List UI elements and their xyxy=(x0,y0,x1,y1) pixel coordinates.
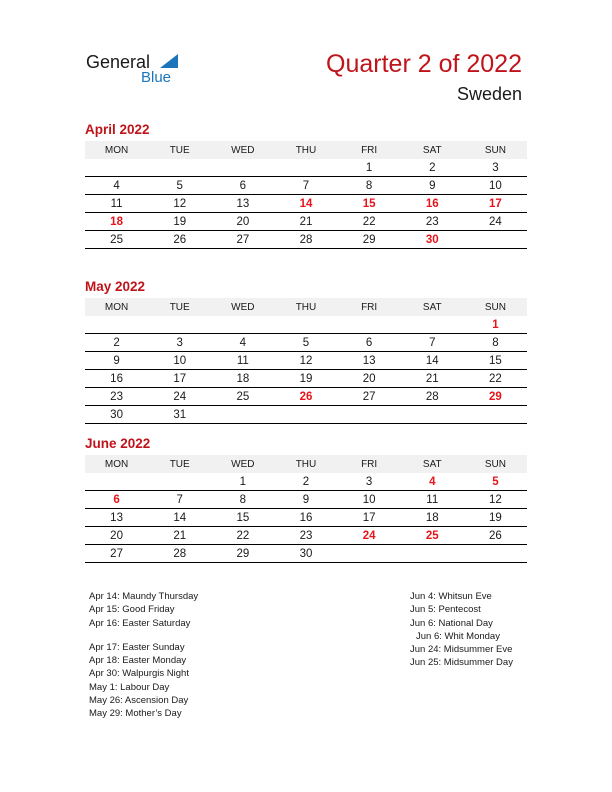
day-cell: 9 xyxy=(85,352,148,370)
day-cell: 30 xyxy=(85,406,148,424)
day-cell: 4 xyxy=(401,473,464,491)
day-cell: 12 xyxy=(274,352,337,370)
day-cell: 12 xyxy=(464,491,527,509)
holiday-note: Apr 17: Easter Sunday xyxy=(89,641,185,653)
weekday-header: TUE xyxy=(148,141,211,159)
empty-day-cell xyxy=(148,316,211,334)
day-cell: 1 xyxy=(464,316,527,334)
day-cell: 9 xyxy=(274,491,337,509)
empty-day-cell xyxy=(274,406,337,424)
day-cell: 15 xyxy=(338,195,401,213)
day-cell: 8 xyxy=(338,177,401,195)
logo-blue-text: Blue xyxy=(141,69,172,86)
day-cell: 17 xyxy=(148,370,211,388)
day-cell: 20 xyxy=(211,213,274,231)
empty-day-cell xyxy=(401,406,464,424)
day-cell: 17 xyxy=(464,195,527,213)
empty-day-cell xyxy=(85,473,148,491)
empty-day-cell xyxy=(464,231,527,249)
week-row xyxy=(85,177,527,195)
day-cell: 28 xyxy=(274,231,337,249)
day-cell: 7 xyxy=(148,491,211,509)
day-cell: 8 xyxy=(464,334,527,352)
day-cell: 11 xyxy=(401,491,464,509)
day-cell: 6 xyxy=(211,177,274,195)
day-cell: 4 xyxy=(85,177,148,195)
holiday-note: May 26: Ascension Day xyxy=(89,695,189,707)
day-cell: 8 xyxy=(211,491,274,509)
weekday-header: MON xyxy=(85,455,148,473)
day-cell: 25 xyxy=(401,527,464,545)
empty-day-cell xyxy=(85,316,148,334)
day-cell: 30 xyxy=(274,545,337,563)
holiday-note: May 29: Mother’s Day xyxy=(89,708,182,720)
day-cell: 6 xyxy=(85,491,148,509)
logo xyxy=(86,50,196,90)
day-cell: 20 xyxy=(338,370,401,388)
holiday-note: Jun 6: National Day xyxy=(410,617,493,629)
day-cell: 9 xyxy=(401,177,464,195)
country-name: Sweden xyxy=(456,84,522,104)
day-cell: 1 xyxy=(211,473,274,491)
day-cell: 2 xyxy=(274,473,337,491)
day-cell: 7 xyxy=(274,177,337,195)
weekday-header: WED xyxy=(211,141,274,159)
empty-day-cell xyxy=(85,159,148,177)
week-row xyxy=(85,527,527,545)
day-cell: 17 xyxy=(338,509,401,527)
calendar-grid xyxy=(85,298,527,424)
weekday-header: WED xyxy=(211,298,274,316)
weekday-header: TUE xyxy=(148,298,211,316)
empty-day-cell xyxy=(464,545,527,563)
day-cell: 21 xyxy=(274,213,337,231)
day-cell: 25 xyxy=(85,231,148,249)
day-cell: 14 xyxy=(148,509,211,527)
day-cell: 18 xyxy=(211,370,274,388)
holiday-note: Jun 25: Midsummer Day xyxy=(410,657,513,669)
week-row xyxy=(85,195,527,213)
day-cell: 12 xyxy=(148,195,211,213)
holiday-note: May 1: Labour Day xyxy=(89,681,170,693)
day-cell: 7 xyxy=(401,334,464,352)
week-row xyxy=(85,352,527,370)
week-row xyxy=(85,509,527,527)
empty-day-cell xyxy=(274,316,337,334)
empty-day-cell xyxy=(338,545,401,563)
day-cell: 29 xyxy=(464,388,527,406)
day-cell: 5 xyxy=(464,473,527,491)
week-row xyxy=(85,388,527,406)
day-cell: 10 xyxy=(338,491,401,509)
day-cell: 21 xyxy=(148,527,211,545)
day-cell: 31 xyxy=(148,406,211,424)
day-cell: 16 xyxy=(85,370,148,388)
day-cell: 2 xyxy=(401,159,464,177)
day-cell: 10 xyxy=(148,352,211,370)
weekday-header: TUE xyxy=(148,455,211,473)
empty-day-cell xyxy=(211,406,274,424)
weekday-header: FRI xyxy=(338,455,401,473)
day-cell: 24 xyxy=(148,388,211,406)
day-cell: 26 xyxy=(274,388,337,406)
week-row xyxy=(85,316,527,334)
month-june xyxy=(85,435,527,563)
day-cell: 5 xyxy=(274,334,337,352)
day-cell: 28 xyxy=(148,545,211,563)
day-cell: 3 xyxy=(148,334,211,352)
page-title: Quarter 2 of 2022 xyxy=(326,50,522,78)
week-row xyxy=(85,213,527,231)
empty-day-cell xyxy=(464,406,527,424)
calendar-grid xyxy=(85,141,527,249)
day-cell: 19 xyxy=(148,213,211,231)
weekday-header: THU xyxy=(274,455,337,473)
day-cell: 29 xyxy=(338,231,401,249)
day-cell: 13 xyxy=(211,195,274,213)
day-cell: 23 xyxy=(85,388,148,406)
holiday-note: Apr 15: Good Friday xyxy=(89,604,175,616)
day-cell: 27 xyxy=(85,545,148,563)
week-row xyxy=(85,473,527,491)
empty-day-cell xyxy=(401,545,464,563)
day-cell: 22 xyxy=(211,527,274,545)
day-cell: 1 xyxy=(338,159,401,177)
day-cell: 14 xyxy=(401,352,464,370)
day-cell: 30 xyxy=(401,231,464,249)
day-cell: 14 xyxy=(274,195,337,213)
holiday-note: Jun 6: Whit Monday xyxy=(416,630,500,642)
holiday-note: Apr 30: Walpurgis Night xyxy=(89,668,189,680)
week-row xyxy=(85,491,527,509)
day-cell: 25 xyxy=(211,388,274,406)
weekday-header: SAT xyxy=(401,298,464,316)
holiday-note: Jun 4: Whitsun Eve xyxy=(410,591,492,602)
day-cell: 2 xyxy=(85,334,148,352)
day-cell: 3 xyxy=(338,473,401,491)
day-cell: 27 xyxy=(211,231,274,249)
day-cell: 29 xyxy=(211,545,274,563)
weekday-header: SUN xyxy=(464,298,527,316)
day-cell: 26 xyxy=(148,231,211,249)
day-cell: 19 xyxy=(274,370,337,388)
day-cell: 13 xyxy=(85,509,148,527)
logo-general-text: General xyxy=(86,52,151,72)
day-cell: 6 xyxy=(338,334,401,352)
day-cell: 24 xyxy=(464,213,527,231)
day-cell: 5 xyxy=(148,177,211,195)
month-title: May 2022 xyxy=(85,279,146,294)
weekday-header: THU xyxy=(274,298,337,316)
week-row xyxy=(85,406,527,424)
day-cell: 19 xyxy=(464,509,527,527)
empty-day-cell xyxy=(148,159,211,177)
day-cell: 15 xyxy=(211,509,274,527)
weekday-header: MON xyxy=(85,298,148,316)
logo-triangle-icon xyxy=(160,54,178,68)
week-row xyxy=(85,545,527,563)
holiday-notes-right xyxy=(410,590,513,670)
holiday-note: Apr 16: Easter Saturday xyxy=(89,617,191,629)
empty-day-cell xyxy=(401,316,464,334)
month-title: April 2022 xyxy=(85,122,150,137)
empty-day-cell xyxy=(338,316,401,334)
empty-day-cell xyxy=(148,473,211,491)
day-cell: 10 xyxy=(464,177,527,195)
empty-day-cell xyxy=(338,406,401,424)
day-cell: 13 xyxy=(338,352,401,370)
empty-day-cell xyxy=(274,159,337,177)
day-cell: 26 xyxy=(464,527,527,545)
week-row xyxy=(85,334,527,352)
day-cell: 20 xyxy=(85,527,148,545)
day-cell: 11 xyxy=(85,195,148,213)
holiday-note: Jun 5: Pentecost xyxy=(410,604,481,616)
weekday-header: THU xyxy=(274,141,337,159)
empty-day-cell xyxy=(211,316,274,334)
weekday-header: FRI xyxy=(338,298,401,316)
day-cell: 3 xyxy=(464,159,527,177)
weekday-header: FRI xyxy=(338,141,401,159)
week-row xyxy=(85,231,527,249)
day-cell: 18 xyxy=(401,509,464,527)
weekday-header: SUN xyxy=(464,455,527,473)
weekday-header: SAT xyxy=(401,455,464,473)
day-cell: 4 xyxy=(211,334,274,352)
calendar-grid xyxy=(85,455,527,563)
weekday-header: MON xyxy=(85,141,148,159)
day-cell: 11 xyxy=(211,352,274,370)
day-cell: 22 xyxy=(338,213,401,231)
day-cell: 16 xyxy=(401,195,464,213)
week-row xyxy=(85,370,527,388)
week-row xyxy=(85,159,527,177)
weekday-header: SAT xyxy=(401,141,464,159)
day-cell: 28 xyxy=(401,388,464,406)
day-cell: 21 xyxy=(401,370,464,388)
holiday-note: Apr 18: Easter Monday xyxy=(89,655,187,667)
month-title: June 2022 xyxy=(85,436,151,451)
day-cell: 22 xyxy=(464,370,527,388)
day-cell: 23 xyxy=(274,527,337,545)
weekday-header: SUN xyxy=(464,141,527,159)
month-april xyxy=(85,121,527,249)
holiday-note: Apr 14: Maundy Thursday xyxy=(89,591,199,602)
holiday-note: Jun 24: Midsummer Eve xyxy=(410,644,513,656)
day-cell: 16 xyxy=(274,509,337,527)
empty-day-cell xyxy=(211,159,274,177)
day-cell: 18 xyxy=(85,213,148,231)
day-cell: 15 xyxy=(464,352,527,370)
month-may xyxy=(85,278,527,424)
day-cell: 27 xyxy=(338,388,401,406)
day-cell: 24 xyxy=(338,527,401,545)
holiday-notes-left xyxy=(89,590,198,721)
day-cell: 23 xyxy=(401,213,464,231)
weekday-header: WED xyxy=(211,455,274,473)
